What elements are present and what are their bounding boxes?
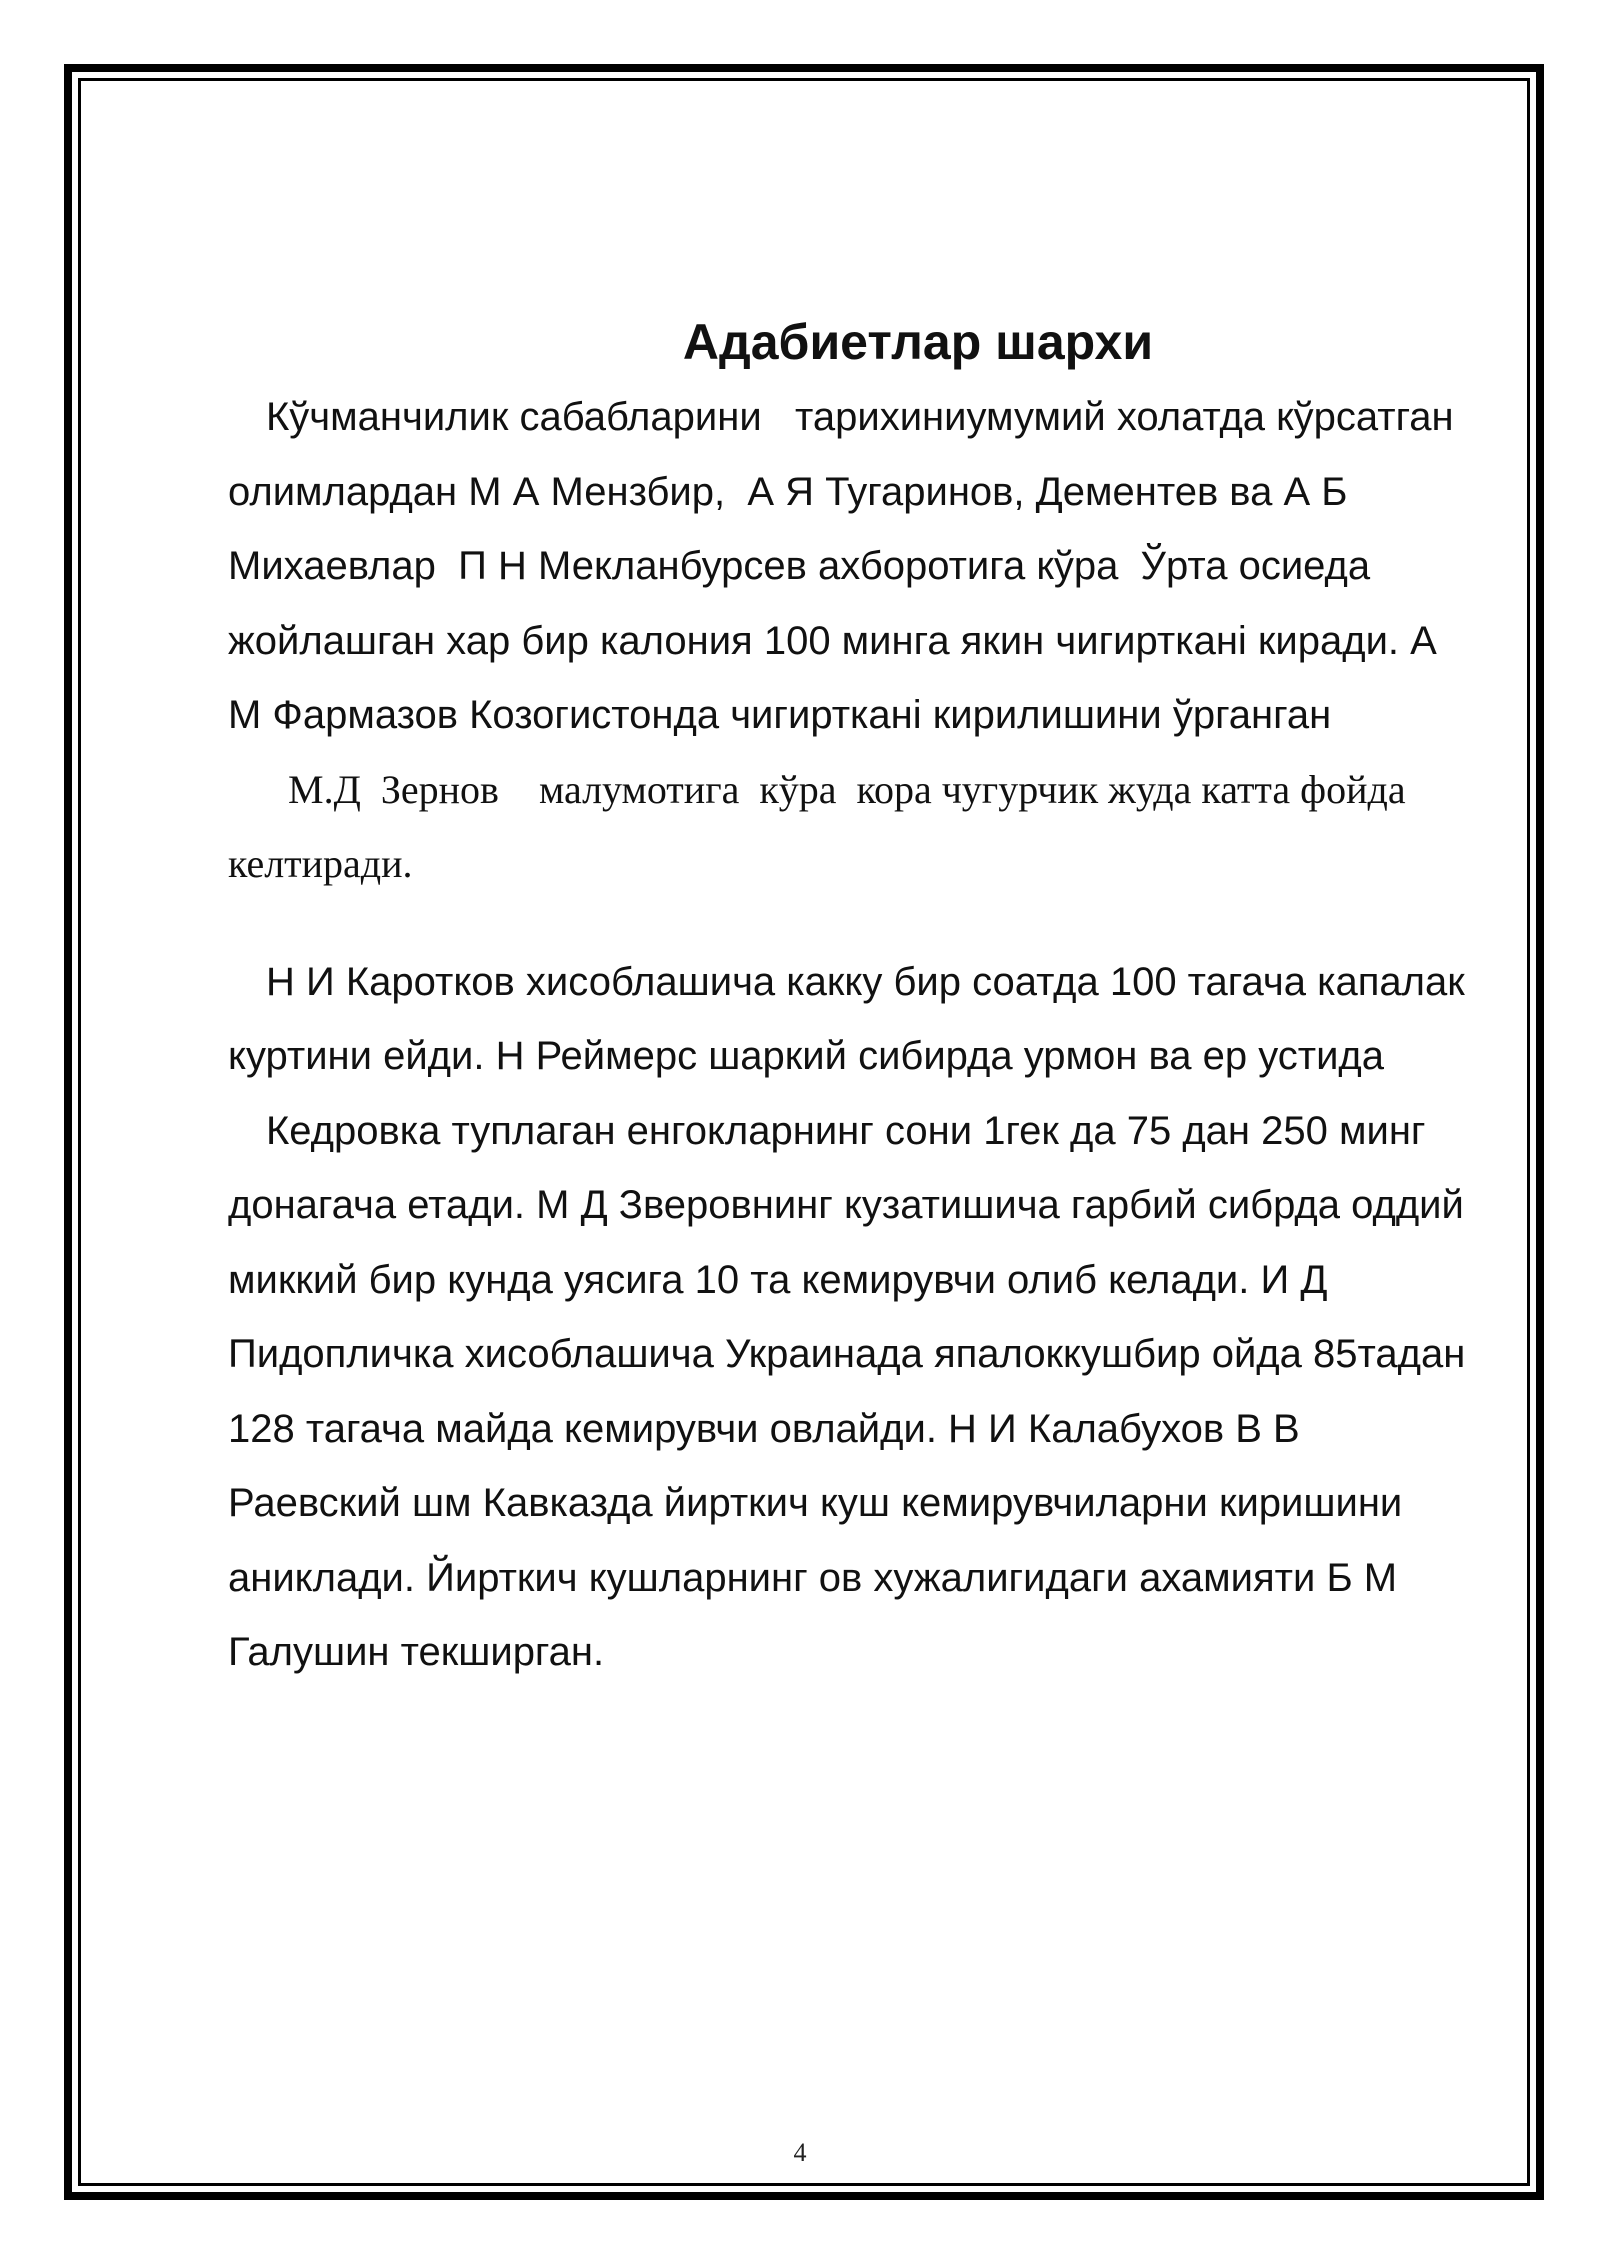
paragraph-1: Кўчманчилик сабабларини тарихиниумумий холатда кўрсатган олимлардан М А Мензбир, А Я Тугаринов, Дементев ва А Б Михаевлар П Н Мекланбурсев ахборотига кўра Ўрта осиеда жойлашган хар бир калония 100 минга якин чигиртканi киради. А М Фармазов Козогистонда чигиртканi кирилишини ўрганган [228, 395, 1465, 737]
paragraph-spacer [228, 901, 1468, 945]
paragraph-4: Кедровка туплаган енгокларнинг сони 1гек да 75 дан 250 минг донагача етади. М Д Зверовнинг кузатишича гарбий сибрда оддий миккий бир кунда уясига 10 та кемирувчи олиб келади. И Д Пидопличка хисоблашича Украинада япалоккушбир ойда 85тадан 128 тагача майда кемирувчи овлайди. Н И Калабухов В В Раевский шм Кавказда йирткич куш кемирувчиларни киришини аниклади. Йирткич кушларнинг ов хужалигидаги ахамияти Б М Галушин текширган. [228, 1108, 1477, 1674]
paragraph-3: Н И Каротков хисоблашича какку бир соатда 100 тагача капалак куртини ейди. Н Реймерс шаркий сибирда урмон ва ер устида [228, 959, 1476, 1078]
page-number: 4 [793, 2138, 807, 2167]
page-title: Адабиетлар шархи [682, 314, 1154, 370]
page-content [228, 310, 1477, 1690]
paragraph-2: М.Д Зернов малумотига кўра кора чугурчик жуда катта фойда келтиради. [228, 766, 1416, 886]
